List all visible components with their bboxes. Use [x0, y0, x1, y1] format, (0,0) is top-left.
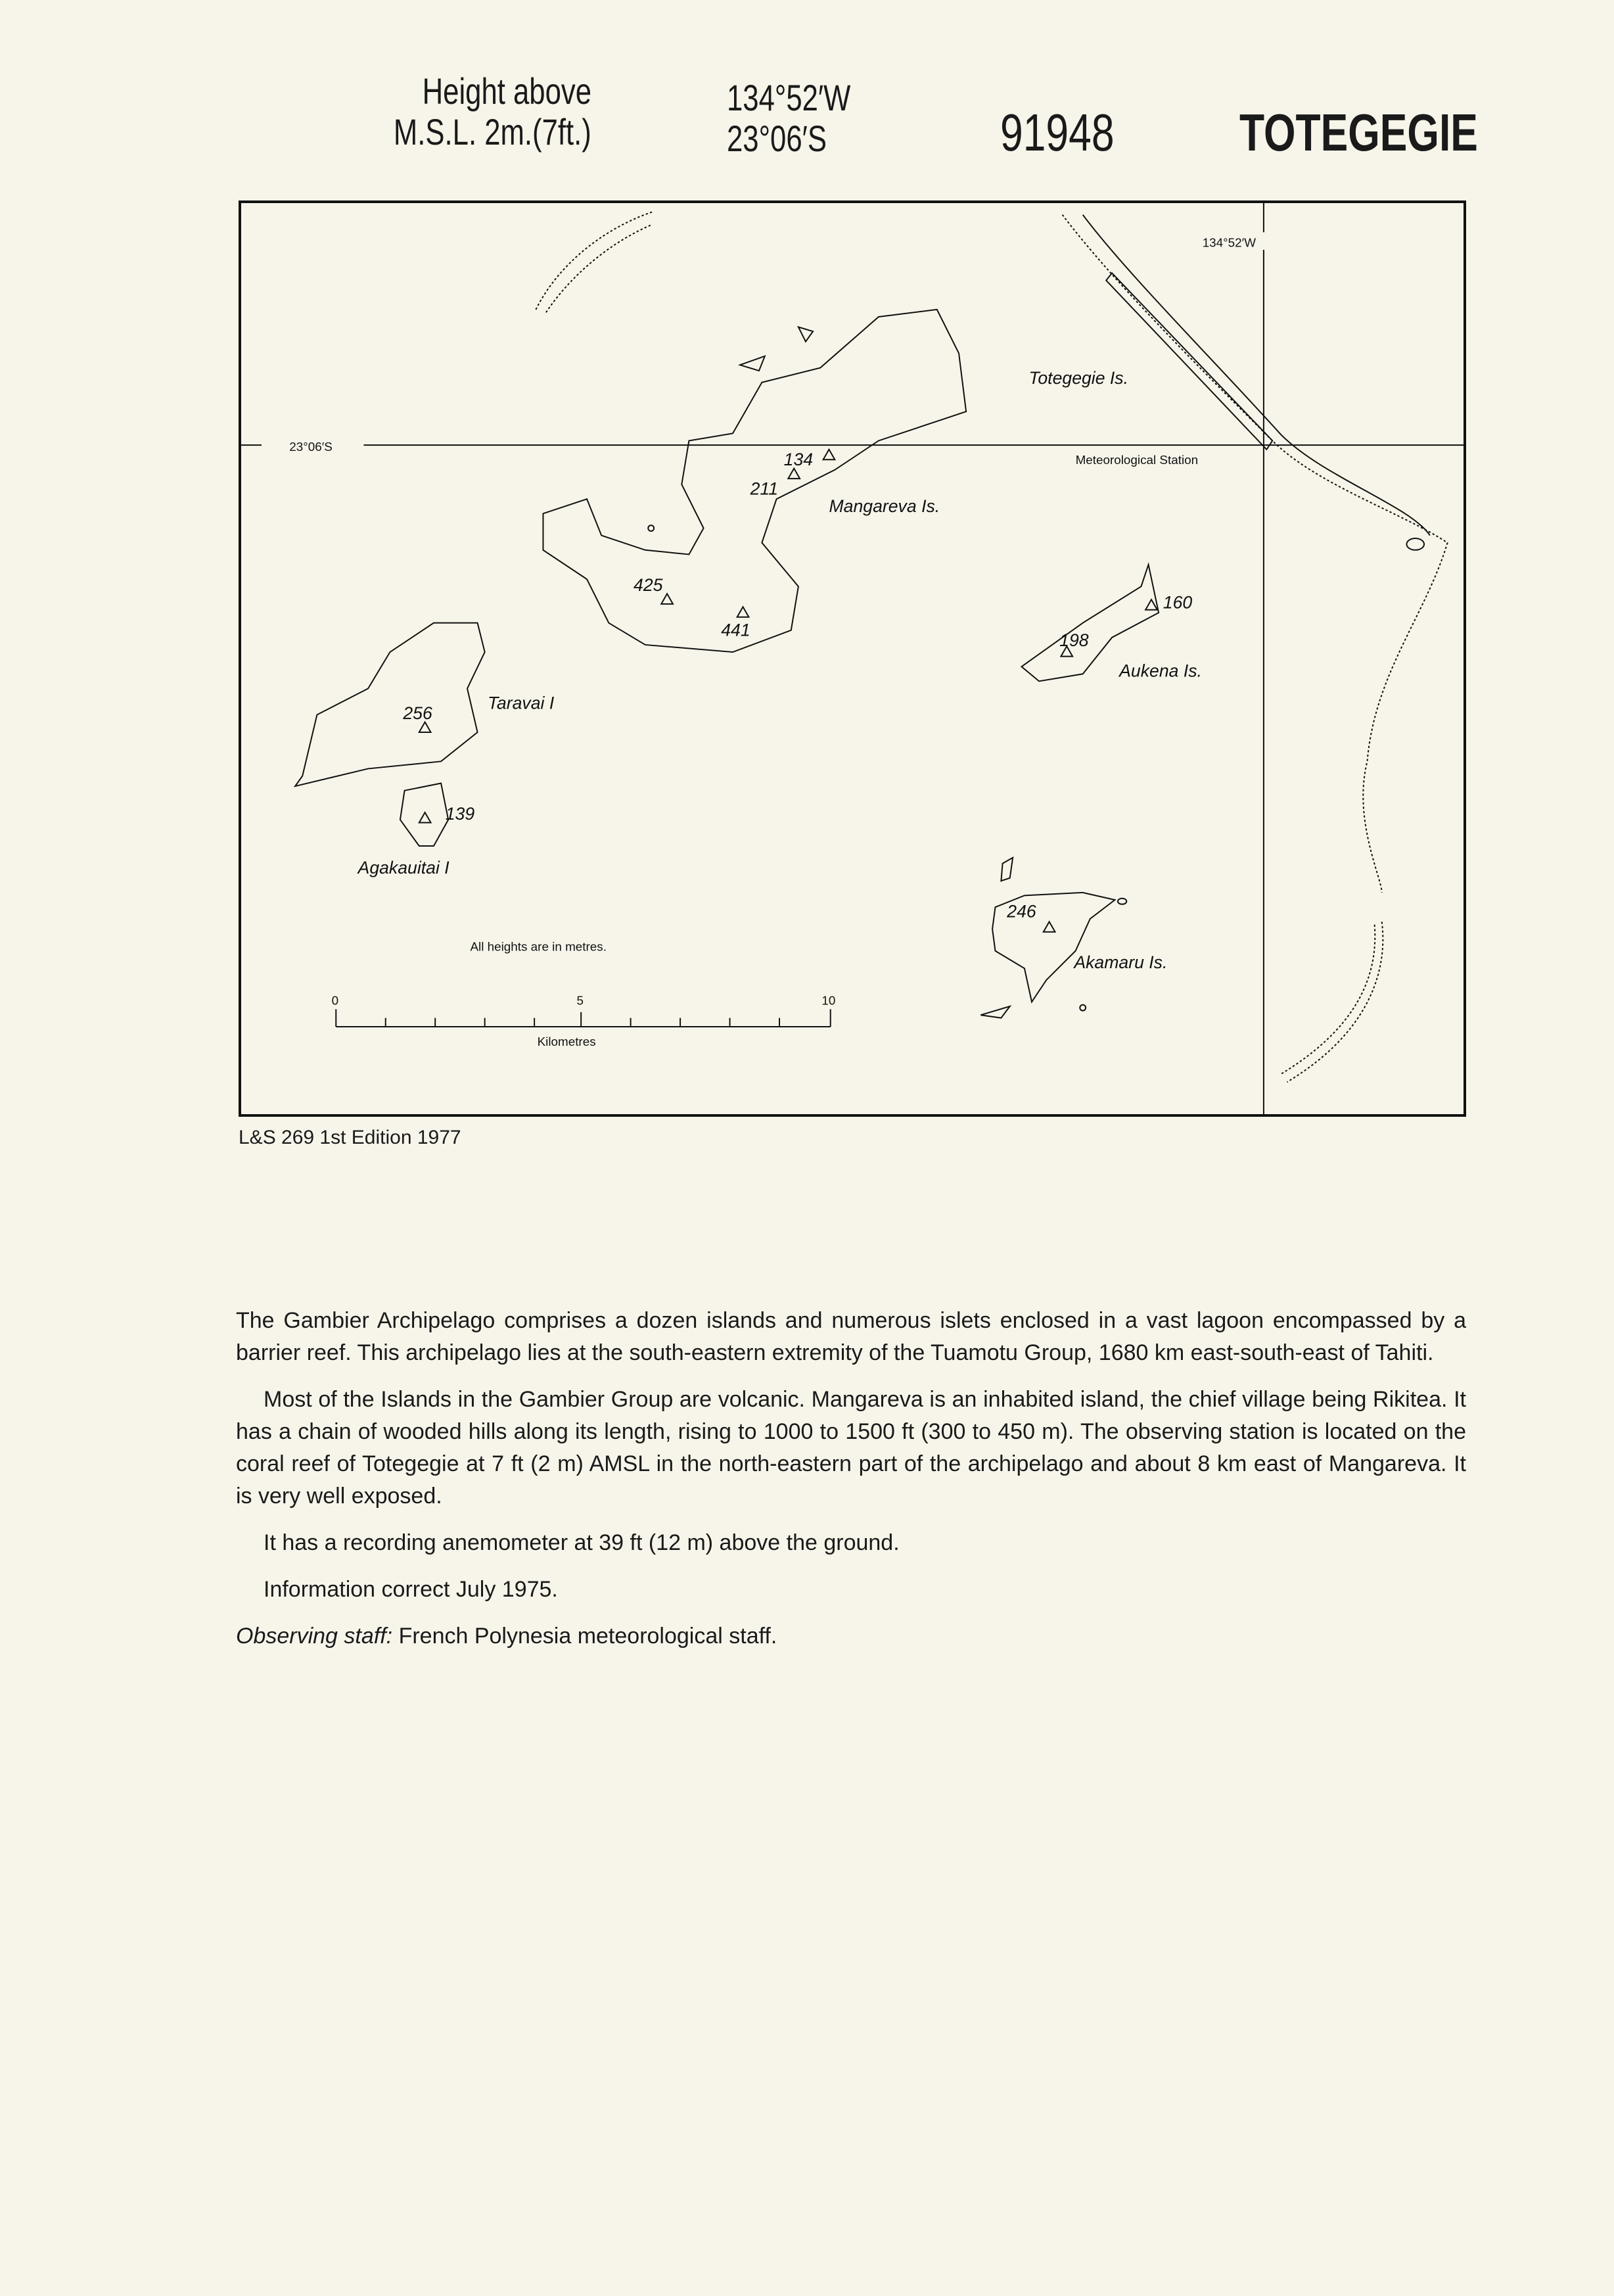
height-134: 134	[783, 450, 814, 470]
islet	[1080, 1005, 1086, 1011]
islet	[1118, 899, 1126, 904]
totegegie-reef-inner	[1083, 215, 1430, 536]
latitude-label: 23°06′S	[289, 439, 333, 454]
paragraph-1: The Gambier Archipelago comprises a dozen islands and numerous islets enclosed in a vast lagoon encompassed by a barrier reef. This archipelago lies at the south-eastern extremity of the Tuamotu Group, 1680 km east-south-east of Tahiti.	[236, 1308, 1466, 1365]
islet	[1001, 858, 1013, 881]
taravai-island	[295, 623, 485, 786]
spot-height-triangles	[419, 450, 1157, 932]
reef-south	[1280, 922, 1383, 1082]
station-height	[276, 71, 591, 152]
label-agakauitai: Agakauitai I	[357, 858, 450, 878]
islet	[648, 525, 654, 531]
islet	[980, 1006, 1009, 1018]
islet	[798, 327, 813, 341]
scale-bar	[336, 1009, 830, 1027]
height-line-1: Height above	[422, 70, 591, 112]
paragraph-3: It has a recording anemometer at 39 ft (12 m) above the ground.	[264, 1530, 900, 1555]
height-256: 256	[403, 703, 432, 724]
edition-note: L&S 269 1st Edition 1977	[239, 1127, 461, 1148]
scale-unit: Kilometres	[537, 1034, 596, 1048]
label-taravai: Taravai I	[488, 693, 555, 713]
station-map	[239, 200, 1466, 1117]
station-description	[236, 1305, 1466, 1667]
longitude: 134°52′W	[727, 77, 851, 118]
label-met-station: Meteorological Station	[1075, 452, 1199, 467]
paragraph-4: Information correct July 1975.	[264, 1577, 558, 1602]
label-aukena: Aukena Is.	[1119, 661, 1202, 681]
staff-label: Observing staff:	[236, 1624, 393, 1649]
height-line-2: M.S.L. 2m.(7ft.)	[394, 111, 591, 152]
label-mangareva: Mangareva Is.	[829, 496, 940, 517]
height-246: 246	[1007, 901, 1036, 922]
scale-5: 5	[576, 993, 584, 1008]
height-139: 139	[445, 804, 475, 824]
islet	[740, 356, 765, 371]
observing-staff	[236, 1620, 1466, 1652]
label-totegegie: Totegegie Is.	[1028, 367, 1129, 388]
station-name: TOTEGEGIE	[1239, 103, 1478, 162]
staff-value: French Polynesia meteorological staff.	[398, 1624, 777, 1649]
heights-note: All heights are in metres.	[470, 939, 607, 954]
station-number: 91948	[1000, 103, 1115, 162]
latitude: 23°06′S	[727, 118, 827, 159]
height-425: 425	[634, 574, 663, 595]
reef-islet	[1406, 538, 1424, 550]
paragraph-2: Most of the Islands in the Gambier Group are volcanic. Mangareva is an inhabited island, the chief village being Rikitea. It has a chain of wooded hills along its length, rising to 1000 to 1500 ft (300 to 450 m). The observing station is located on the coral reef of Totegegie at 7 ft (2 m) AMSL in the north-eastern part of the archipelago and about 8 km east of Mangareva. It is very well exposed.	[236, 1387, 1466, 1509]
map-svg	[241, 203, 1464, 1114]
height-441: 441	[721, 620, 750, 640]
label-akamaru: Akamaru Is.	[1074, 952, 1168, 973]
totegegie-reef	[1063, 215, 1448, 893]
reef-nw	[536, 212, 653, 312]
scale-10: 10	[821, 993, 836, 1008]
longitude-label: 134°52′W	[1202, 235, 1256, 250]
height-198: 198	[1059, 630, 1089, 651]
totegegie-island	[1106, 273, 1272, 449]
scale-0: 0	[331, 993, 339, 1008]
station-coordinates	[727, 78, 885, 159]
height-211: 211	[750, 479, 779, 499]
height-160: 160	[1163, 592, 1193, 613]
